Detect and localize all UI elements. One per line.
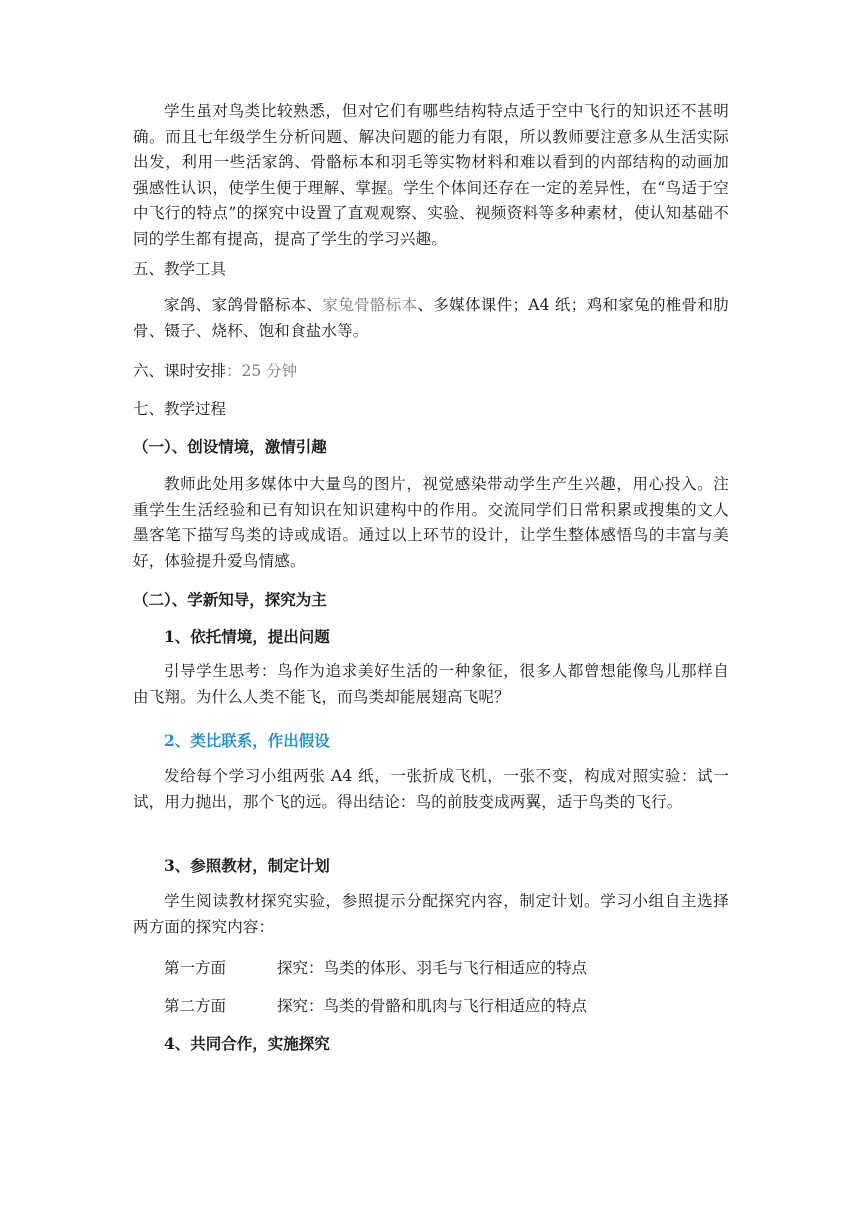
aspect-content: 探究：鸟类的体形、羽毛与飞行相适应的特点 xyxy=(277,959,588,977)
aspect-row xyxy=(164,957,588,979)
section-five-heading: 五、教学工具 xyxy=(133,260,227,278)
aspect-label: 第二方面 xyxy=(164,997,227,1015)
schedule-value: ：25 分钟 xyxy=(226,362,298,380)
plan-paragraph: 学生阅读教材探究实验，参照提示分配探究内容，制定计划。学习小组自主选择两方面的探究内容： xyxy=(133,892,729,936)
aspect-label: 第一方面 xyxy=(164,959,227,977)
tools-text-1: 家鸽、家鸽骨骼标本、 xyxy=(164,296,323,314)
subsection-two-heading: （二）、学新知导，探究为主 xyxy=(133,590,327,609)
section-seven-heading: 七、教学过程 xyxy=(133,400,227,418)
tools-text-highlight: 家兔骨骼标本 xyxy=(322,296,418,314)
subsection-one-heading: （一）、创设情境，激情引趣 xyxy=(133,437,327,456)
step-three-heading: 3、参照教材，制定计划 xyxy=(164,856,330,875)
question-paragraph: 引导学生思考：鸟作为追求美好生活的一种象征，很多人都曾想能像鸟儿那样自由飞翔。为什么人类不能飞，而鸟类却能展翅高飞呢？ xyxy=(133,662,729,706)
tools-text-2: 、多媒体课件；A4 纸；鸡和家兔的椎骨和肋骨、镊子、烧杯、饱和食盐水等。 xyxy=(133,296,730,340)
step-four-heading: 4、共同合作，实施探究 xyxy=(164,1034,330,1053)
student-analysis-paragraph: 学生虽对鸟类比较熟悉，但对它们有哪些结构特点适于空中飞行的知识还不甚明确。而且七年级学生分析问题、解决问题的能力有限，所以教师要注意多从生活实际出发，利用一些活家鸽、骨骼标本和羽毛等实物材料和难以看到的内部结构的动画加强感性认识，使学生便于理解、掌握。学生个体间还存在一定的差异性，在“鸟适于空中飞行的特点”的探究中设置了直观观察、实验、视频资料等多种素材，使认知基础不同的学生都有提高，提高了学生的学习兴趣。 xyxy=(133,102,729,248)
schedule-label: 六、课时安排 xyxy=(133,362,227,380)
teaching-tools-paragraph xyxy=(133,293,729,344)
aspect-row xyxy=(164,995,588,1017)
situation-paragraph: 教师此处用多媒体中大量鸟的图片，视觉感染带动学生产生兴趣，用心投入。注重学生生活经验和已有知识在知识建构中的作用。交流同学们日常积累或搜集的文人墨客笔下描写鸟类的诗或成语。通过以上环节的设计，让学生整体感悟鸟的丰富与美好，体验提升爱鸟情感。 xyxy=(133,475,729,570)
step-two-heading: 2、类比联系，作出假设 xyxy=(164,731,330,750)
step-one-heading: 1、依托情境，提出问题 xyxy=(164,627,330,646)
section-six-heading xyxy=(133,360,297,382)
aspect-content: 探究：鸟类的骨骼和肌肉与飞行相适应的特点 xyxy=(277,997,588,1015)
experiment-paragraph: 发给每个学习小组两张 A4 纸，一张折成飞机，一张不变，构成对照实验：试一试，用力抛出，那个飞的远。得出结论：鸟的前肢变成两翼，适于鸟类的飞行。 xyxy=(133,767,729,811)
